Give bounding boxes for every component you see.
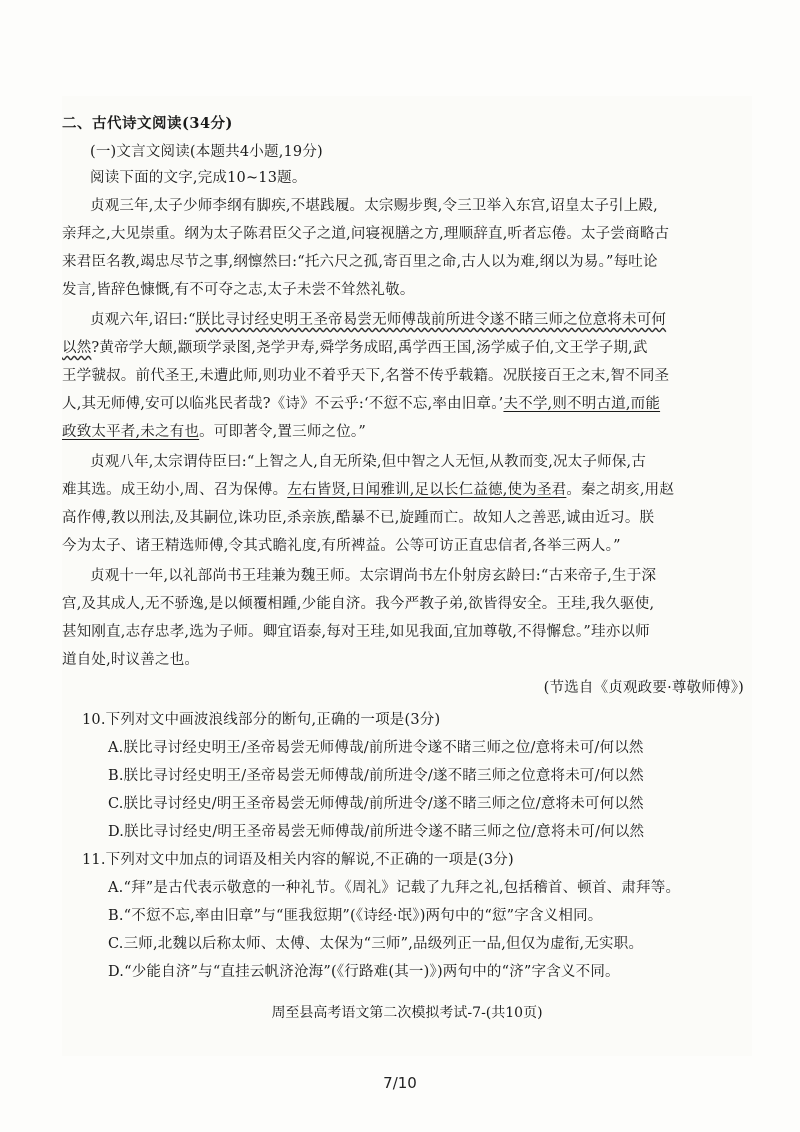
underlined-sentence: 左右皆贤,日闻雅训,足以长仁益德,使为圣君 [287, 482, 567, 498]
p2-line-1 [62, 310, 752, 330]
p4-line-3: 甚知刚直,志存忠孝,选为子师。卿宜语泰,每对王珪,如见我面,宜加尊敬,不得懈怠。”珪亦以师 [62, 624, 650, 640]
p2-line-5 [62, 422, 752, 442]
p2-line-3: 王学虢叔。前代圣王,未遭此师,则功业不着乎天下,名誉不传乎载籍。况朕接百王之末,智不同圣 [62, 368, 670, 384]
p1-line-4: 发言,皆辞色慷慨,有不可夺之志,太子未尝不耸然礼敬。 [62, 282, 415, 298]
p3-line-3: 高作傅,教以刑法,及其嗣位,诛功臣,杀亲族,酷暴不已,旋踵而亡。故知人之善恶,诚由近习。朕 [62, 510, 655, 526]
wavy-underlined-text-end: 以然 [62, 340, 92, 356]
underlined-text: 夫不学,则不明古道,而能 [503, 396, 661, 412]
wavy-underlined-text: 朕比寻讨经史明王圣帝曷尝无师傅哉前所进令遂不睹三师之位意将未可何 [195, 312, 667, 328]
question-11-option-d: D.“少能自济”与“直挂云帆济沧海”(《行路难(其一)》)两句中的“济”字含义不同。 [108, 964, 620, 980]
scanned-sheet [62, 96, 752, 1056]
p3-line-2-plain: 难其选。成王幼小,周、召为保傅。 [62, 482, 288, 498]
question-10-stem: 10.下列对文中画波浪线部分的断句,正确的一项是(3分) [82, 712, 441, 728]
question-11-stem: 11.下列对文中加点的词语及相关内容的解说,不正确的一项是(3分) [82, 852, 514, 868]
source-citation: (节选自《贞观政要·尊敬师傅》) [543, 680, 744, 696]
question-10-option-a: A.朕比寻讨经史明王/圣帝曷尝无师傅哉/前所进令遂不睹三师之位/意将未可/何以然 [108, 740, 644, 756]
question-11-option-a: A.“拜”是古代表示敬意的一种礼节。《周礼》记载了九拜之礼,包括稽首、顿首、肃拜等。 [108, 880, 681, 896]
underlined-text-end: 政致太平者,未之有也 [62, 424, 200, 440]
p2-line-2-rest: ?黄帝学大颠,颛顼学录图,尧学尹寿,舜学务成昭,禹学西王国,汤学威子伯,文王学子期,武 [91, 340, 648, 356]
p4-line-1: 贞观十一年,以礼部尚书王珪兼为魏王师。太宗谓尚书左仆射房玄龄曰:“古来帝子,生于深 [90, 568, 657, 584]
p1-line-1: 贞观三年,太子少师李纲有脚疾,不堪践履。太宗赐步舆,令三卫举入东宫,诏皇太子引上殿, [90, 198, 658, 214]
section-title: 二、古代诗文阅读(34分) [62, 115, 233, 132]
p2-line-5-rest: 。可即著令,置三师之位。” [199, 424, 366, 440]
instruction: 阅读下面的文字,完成10~13题。 [90, 170, 307, 186]
subsection-title: (一)文言文阅读(本题共4小题,19分) [90, 144, 323, 160]
p1-line-2: 亲拜之,大见崇重。纲为太子陈君臣父子之道,问寝视膳之方,理顺辞直,听者忘倦。太子尝商略古 [62, 226, 670, 242]
p2-line-4 [62, 394, 752, 414]
p4-line-2: 宫,及其成人,无不骄逸,是以倾覆相踵,少能自济。我今严教子弟,欲皆得安全。王珪,我久驱使, [62, 596, 655, 612]
p4-line-4: 道自处,时议善之也。 [62, 652, 200, 668]
question-11-option-b: B.“不愆不忘,率由旧章”与“匪我愆期”(《诗经·氓》)两句中的“愆”字含义相同。 [108, 908, 603, 924]
question-10-option-c: C.朕比寻讨经史/明王圣帝曷尝无师傅哉/前所进令/遂不睹三师之位/意将未可何以然 [108, 796, 644, 812]
page-footer: 周至县高考语文第二次模拟考试-7-(共10页) [271, 1005, 543, 1021]
page-number: 7/10 [383, 1074, 417, 1092]
p1-line-3: 来君臣名教,竭忠尽节之事,纲懔然曰:“托六尺之孤,寄百里之命,古人以为难,纲以为易。”每吐论 [62, 254, 658, 270]
p2-line-4-plain: 人,其无师傅,安可以临兆民者哉?《诗》不云乎:‘不愆不忘,率由旧章。’ [62, 396, 504, 412]
p2-line-2 [62, 338, 752, 358]
question-10-option-d: D.朕比寻讨经史/明王圣帝曷尝无师傅哉/前所进令遂不睹三师之位/意将未可/何以然 [108, 824, 645, 840]
p2-line-1-plain: 贞观六年,诏曰:“ [90, 312, 196, 328]
question-10-option-b: B.朕比寻讨经史明王/圣帝曷尝无师傅哉/前所进令/遂不睹三师之位意将未可/何以然 [108, 768, 644, 784]
p3-line-2-rest: 。秦之胡亥,用赵 [566, 482, 675, 498]
p3-line-2 [62, 480, 752, 500]
question-11-option-c: C.三师,北魏以后称太师、太傅、太保为“三师”,品级列正一品,但仅为虚衔,无实职。 [108, 936, 644, 952]
p3-line-1: 贞观八年,太宗谓侍臣曰:“上智之人,自无所染,但中智之人无恒,从教而变,况太子师保,古 [90, 454, 647, 470]
p3-line-4: 今为太子、诸王精选师傅,令其式瞻礼度,有所裨益。公等可访正直忠信者,各举三两人。” [62, 538, 621, 554]
